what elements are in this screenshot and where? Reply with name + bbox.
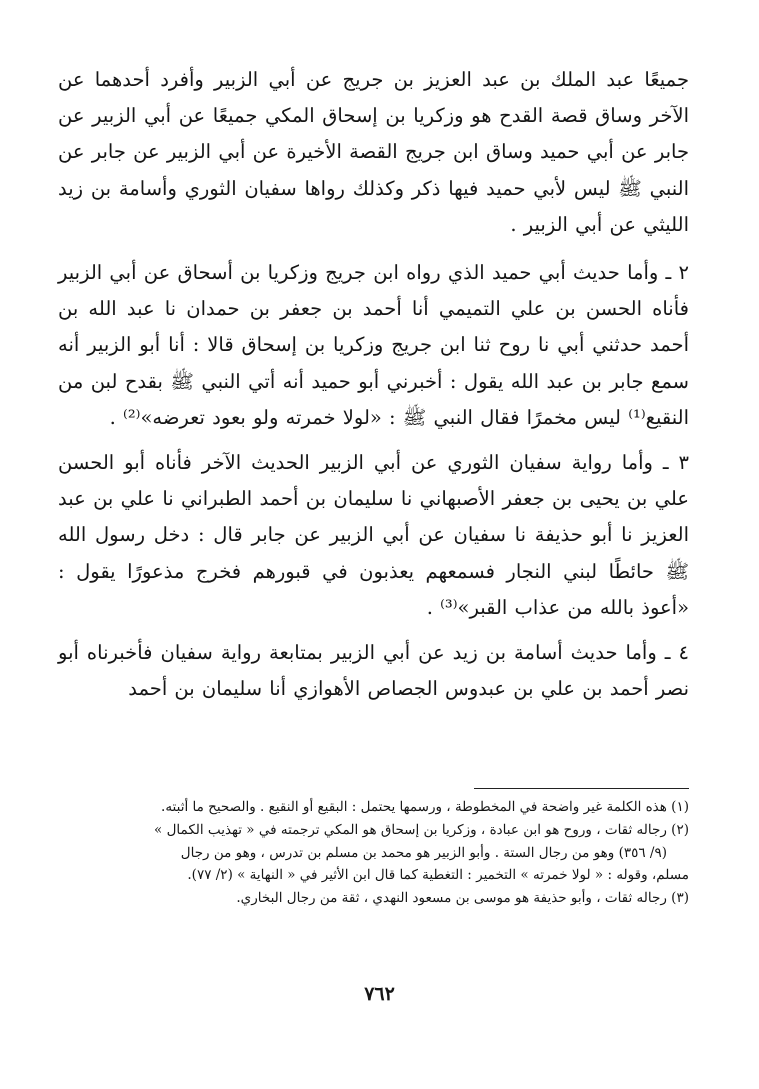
footnote: (٢) رجاله ثقات ، وروح هو ابن عبادة ، وزكريا بن إسحاق هو المكي ترجمته في « تهذيب الكمال » — [154, 821, 689, 838]
paragraph: جميعًا عبد الملك بن عبد العزيز بن جريج عن أبي الزبير وأفرد أحدهما عن الآخر وساق قصة القدح هو وزكريا بن إسحاق المكي جميعًا عن أبي الزبير عن جابر عن أبي حميد وساق ابن جريج القصة الأخيرة عن أبي الزبير عن جابر عن النبي ﷺ ليس لأبي حميد فيها ذكر وكذلك رواها سفيان الثوري وأسامة بن زيد الليثي عن أبي الزبير . — [58, 68, 689, 236]
footnote-separator — [474, 788, 689, 789]
paragraph: ٤ ـ وأما حديث أسامة بن زيد عن أبي الزبير بمتابعة رواية سفيان فأخبرناه أبو نصر أحمد بن علي بن عبدوس الجصاص الأهوازي أنا سليمان بن أحمد — [58, 641, 689, 701]
paragraph: ٣ ـ وأما رواية سفيان الثوري عن أبي الزبير الحديث الآخر فأناه أبو الحسن علي بن يحيى بن جعفر الأصبهاني نا سليمان بن أحمد الطبراني نا علي بن عبد العزيز نا أبو حذيفة نا سفيان عن أبي الزبير عن جابر قال : دخل رسول الله ﷺ حائطًا لبني النجار فسمعهم يعذبون في قبورهم فخرج مذعورًا يقول : «أعوذ بالله من عذاب القبر»⁽³⁾ . — [58, 451, 689, 619]
paragraph: ٢ ـ وأما حديث أبي حميد الذي رواه ابن جريج وزكريا بن أسحاق عن أبي الزبير فأناه الحسن بن علي التميمي أنا أحمد بن جعفر بن حمدان نا عبد الله بن أحمد حدثني أبي نا روح ثنا ابن جريج وزكريا بن إسحاق قالا : أنا أبو الزبير أنه سمع جابر بن عبد الله يقول : أخبرني أبو حميد أنه أتي النبي ﷺ بقدح لبن من النقيع⁽¹⁾ ليس مخمرًا فقال النبي ﷺ : «لولا خمرته ولو بعود تعرضه»⁽²⁾ . — [58, 261, 689, 429]
page-number: ٧٦٢ — [364, 983, 395, 1005]
footnote: (٣) رجاله ثقات ، وأبو حذيفة هو موسى بن مسعود النهدي ، ثقة من رجال البخاري. — [236, 890, 689, 907]
main-text — [58, 62, 689, 716]
footnote: (١) هذه الكلمة غير واضحة في المخطوطة ، ورسمها يحتمل : البقيع أو النقيع . والصحيح ما أثبته. — [161, 799, 689, 815]
footnote-continuation: (٩/ ٣٥٦) وهو من رجال الستة . وأبو الزبير هو محمد بن مسلم بن تدرس ، وهو من رجال — [180, 844, 667, 861]
footnotes — [62, 796, 689, 910]
footnote-continuation: مسلم، وقوله : « لولا خمرته » التخمير : التغطية كما قال ابن الأثير في « النهاية » (٢/ ٧٧). — [187, 867, 689, 884]
